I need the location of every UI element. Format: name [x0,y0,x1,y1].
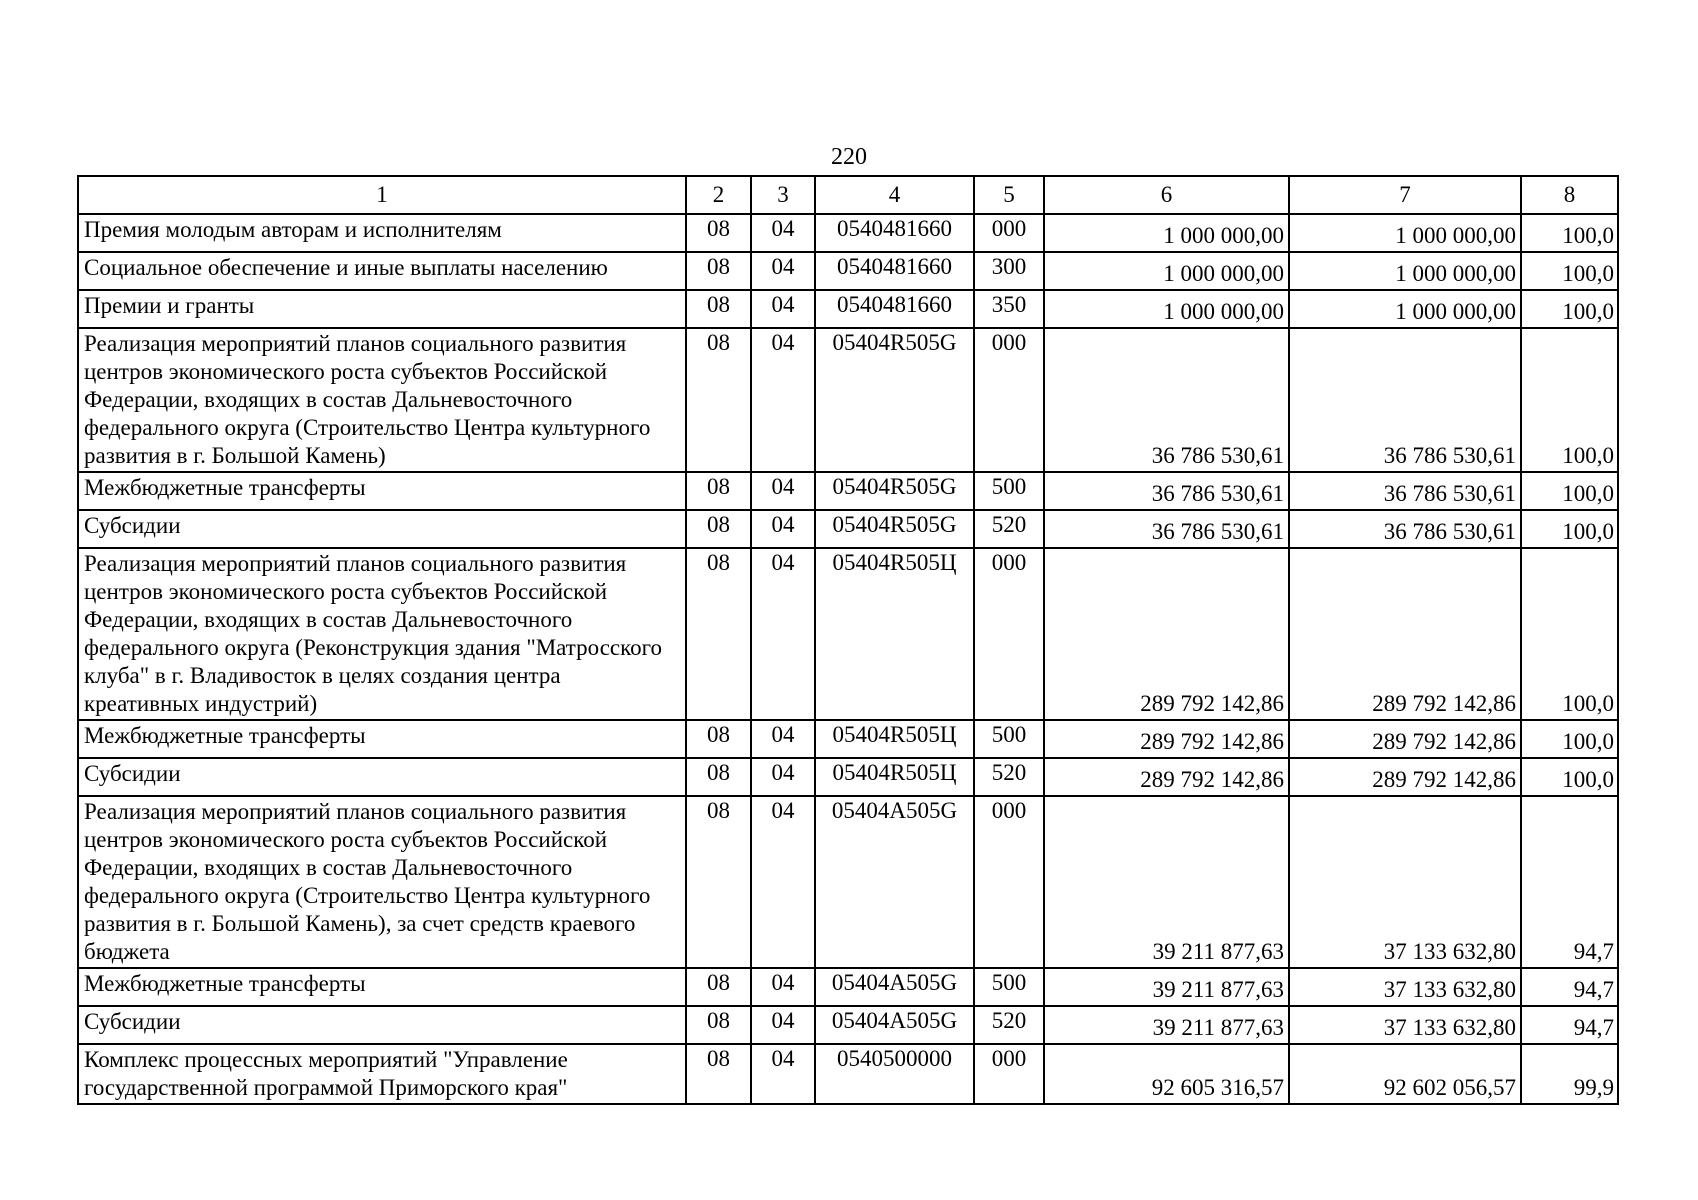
cell-name: Комплекс процессных мероприятий "Управление государственной программой Приморского края" [78,1044,686,1104]
cell-execution-percent: 100,0 [1521,252,1618,290]
cell-section: 08 [686,328,751,472]
cell-expense-type: 000 [974,548,1044,720]
cell-planned-amount: 289 792 142,86 [1044,758,1289,796]
cell-section: 08 [686,510,751,548]
cell-target-article: 05404R505G [815,510,974,548]
cell-target-article: 05404A505G [815,1006,974,1044]
cell-subsection: 04 [751,510,815,548]
cell-target-article: 05404R505G [815,328,974,472]
cell-executed-amount: 1 000 000,00 [1289,252,1521,290]
table-row [78,720,1618,758]
budget-table [77,175,1619,1105]
cell-planned-amount: 1 000 000,00 [1044,252,1289,290]
cell-planned-amount: 289 792 142,86 [1044,548,1289,720]
cell-execution-percent: 94,7 [1521,1006,1618,1044]
cell-section: 08 [686,1044,751,1104]
cell-expense-type: 520 [974,510,1044,548]
header-col-5: 5 [974,176,1044,214]
cell-target-article: 05404A505G [815,968,974,1006]
cell-execution-percent: 100,0 [1521,510,1618,548]
cell-subsection: 04 [751,252,815,290]
cell-name: Субсидии [78,758,686,796]
cell-name: Межбюджетные трансферты [78,968,686,1006]
header-col-7: 7 [1289,176,1521,214]
cell-expense-type: 350 [974,290,1044,328]
cell-section: 08 [686,796,751,968]
cell-expense-type: 520 [974,1006,1044,1044]
cell-name: Социальное обеспечение и иные выплаты населению [78,252,686,290]
cell-name: Реализация мероприятий планов социального развития центров экономического роста субъектов Российской Федерации, входящих в состав Дальневосточного федерального округа (Строительство Центра культурного развития в г. Большой Камень) [78,328,686,472]
cell-section: 08 [686,472,751,510]
cell-subsection: 04 [751,758,815,796]
cell-name: Субсидии [78,510,686,548]
cell-section: 08 [686,252,751,290]
cell-execution-percent: 100,0 [1521,548,1618,720]
cell-execution-percent: 100,0 [1521,328,1618,472]
cell-name: Межбюджетные трансферты [78,472,686,510]
cell-section: 08 [686,758,751,796]
cell-planned-amount: 36 786 530,61 [1044,472,1289,510]
cell-planned-amount: 39 211 877,63 [1044,1006,1289,1044]
cell-executed-amount: 1 000 000,00 [1289,214,1521,252]
cell-expense-type: 500 [974,472,1044,510]
header-col-1: 1 [78,176,686,214]
cell-subsection: 04 [751,796,815,968]
header-col-8: 8 [1521,176,1618,214]
cell-executed-amount: 37 133 632,80 [1289,968,1521,1006]
cell-target-article: 05404A505G [815,796,974,968]
cell-planned-amount: 39 211 877,63 [1044,796,1289,968]
table-row [78,472,1618,510]
table-row [78,252,1618,290]
header-col-6: 6 [1044,176,1289,214]
cell-section: 08 [686,968,751,1006]
cell-executed-amount: 92 602 056,57 [1289,1044,1521,1104]
table-row [78,758,1618,796]
cell-target-article: 05404R505Ц [815,548,974,720]
cell-execution-percent: 94,7 [1521,796,1618,968]
cell-target-article: 0540500000 [815,1044,974,1104]
cell-name: Реализация мероприятий планов социального развития центров экономического роста субъектов Российской Федерации, входящих в состав Дальневосточного федерального округа (Реконструкция здания "Матросского клуба" в г. Владивосток в целях создания центра креативных индустрий) [78,548,686,720]
cell-expense-type: 500 [974,720,1044,758]
cell-executed-amount: 37 133 632,80 [1289,796,1521,968]
header-col-2: 2 [686,176,751,214]
cell-subsection: 04 [751,214,815,252]
cell-section: 08 [686,214,751,252]
cell-target-article: 0540481660 [815,252,974,290]
cell-subsection: 04 [751,1044,815,1104]
table-row [78,548,1618,720]
cell-expense-type: 500 [974,968,1044,1006]
cell-target-article: 0540481660 [815,214,974,252]
cell-planned-amount: 92 605 316,57 [1044,1044,1289,1104]
cell-target-article: 0540481660 [815,290,974,328]
cell-execution-percent: 99,9 [1521,1044,1618,1104]
cell-execution-percent: 100,0 [1521,472,1618,510]
cell-executed-amount: 37 133 632,80 [1289,1006,1521,1044]
cell-expense-type: 520 [974,758,1044,796]
table-row [78,328,1618,472]
cell-executed-amount: 289 792 142,86 [1289,758,1521,796]
cell-name: Межбюджетные трансферты [78,720,686,758]
cell-expense-type: 000 [974,1044,1044,1104]
cell-planned-amount: 289 792 142,86 [1044,720,1289,758]
cell-name: Премии и гранты [78,290,686,328]
cell-subsection: 04 [751,328,815,472]
cell-subsection: 04 [751,720,815,758]
cell-executed-amount: 289 792 142,86 [1289,548,1521,720]
cell-name: Премия молодым авторам и исполнителям [78,214,686,252]
table-row [78,290,1618,328]
cell-executed-amount: 36 786 530,61 [1289,328,1521,472]
cell-expense-type: 000 [974,796,1044,968]
page-number: 220 [831,144,867,170]
cell-name: Реализация мероприятий планов социального развития центров экономического роста субъектов Российской Федерации, входящих в состав Дальневосточного федерального округа (Строительство Центра культурного развития в г. Большой Камень), за счет средств краевого бюджета [78,796,686,968]
cell-subsection: 04 [751,290,815,328]
cell-expense-type: 000 [974,214,1044,252]
cell-section: 08 [686,1006,751,1044]
cell-subsection: 04 [751,548,815,720]
table-body [78,214,1618,1104]
cell-subsection: 04 [751,968,815,1006]
cell-planned-amount: 36 786 530,61 [1044,328,1289,472]
cell-planned-amount: 39 211 877,63 [1044,968,1289,1006]
cell-name: Субсидии [78,1006,686,1044]
cell-executed-amount: 36 786 530,61 [1289,472,1521,510]
header-col-4: 4 [815,176,974,214]
cell-planned-amount: 36 786 530,61 [1044,510,1289,548]
cell-section: 08 [686,290,751,328]
cell-executed-amount: 1 000 000,00 [1289,290,1521,328]
table-row [78,510,1618,548]
table-row [78,1044,1618,1104]
cell-target-article: 05404R505Ц [815,758,974,796]
cell-planned-amount: 1 000 000,00 [1044,214,1289,252]
cell-target-article: 05404R505G [815,472,974,510]
cell-executed-amount: 36 786 530,61 [1289,510,1521,548]
header-col-3: 3 [751,176,815,214]
cell-expense-type: 000 [974,328,1044,472]
table-row [78,1006,1618,1044]
cell-subsection: 04 [751,1006,815,1044]
table-row [78,968,1618,1006]
table-row [78,214,1618,252]
cell-execution-percent: 100,0 [1521,720,1618,758]
cell-execution-percent: 100,0 [1521,290,1618,328]
header-row [78,176,1618,214]
cell-section: 08 [686,720,751,758]
cell-subsection: 04 [751,472,815,510]
cell-execution-percent: 100,0 [1521,214,1618,252]
cell-expense-type: 300 [974,252,1044,290]
cell-target-article: 05404R505Ц [815,720,974,758]
cell-section: 08 [686,548,751,720]
cell-planned-amount: 1 000 000,00 [1044,290,1289,328]
cell-execution-percent: 94,7 [1521,968,1618,1006]
table-row [78,796,1618,968]
cell-execution-percent: 100,0 [1521,758,1618,796]
cell-executed-amount: 289 792 142,86 [1289,720,1521,758]
table-header [78,176,1618,214]
